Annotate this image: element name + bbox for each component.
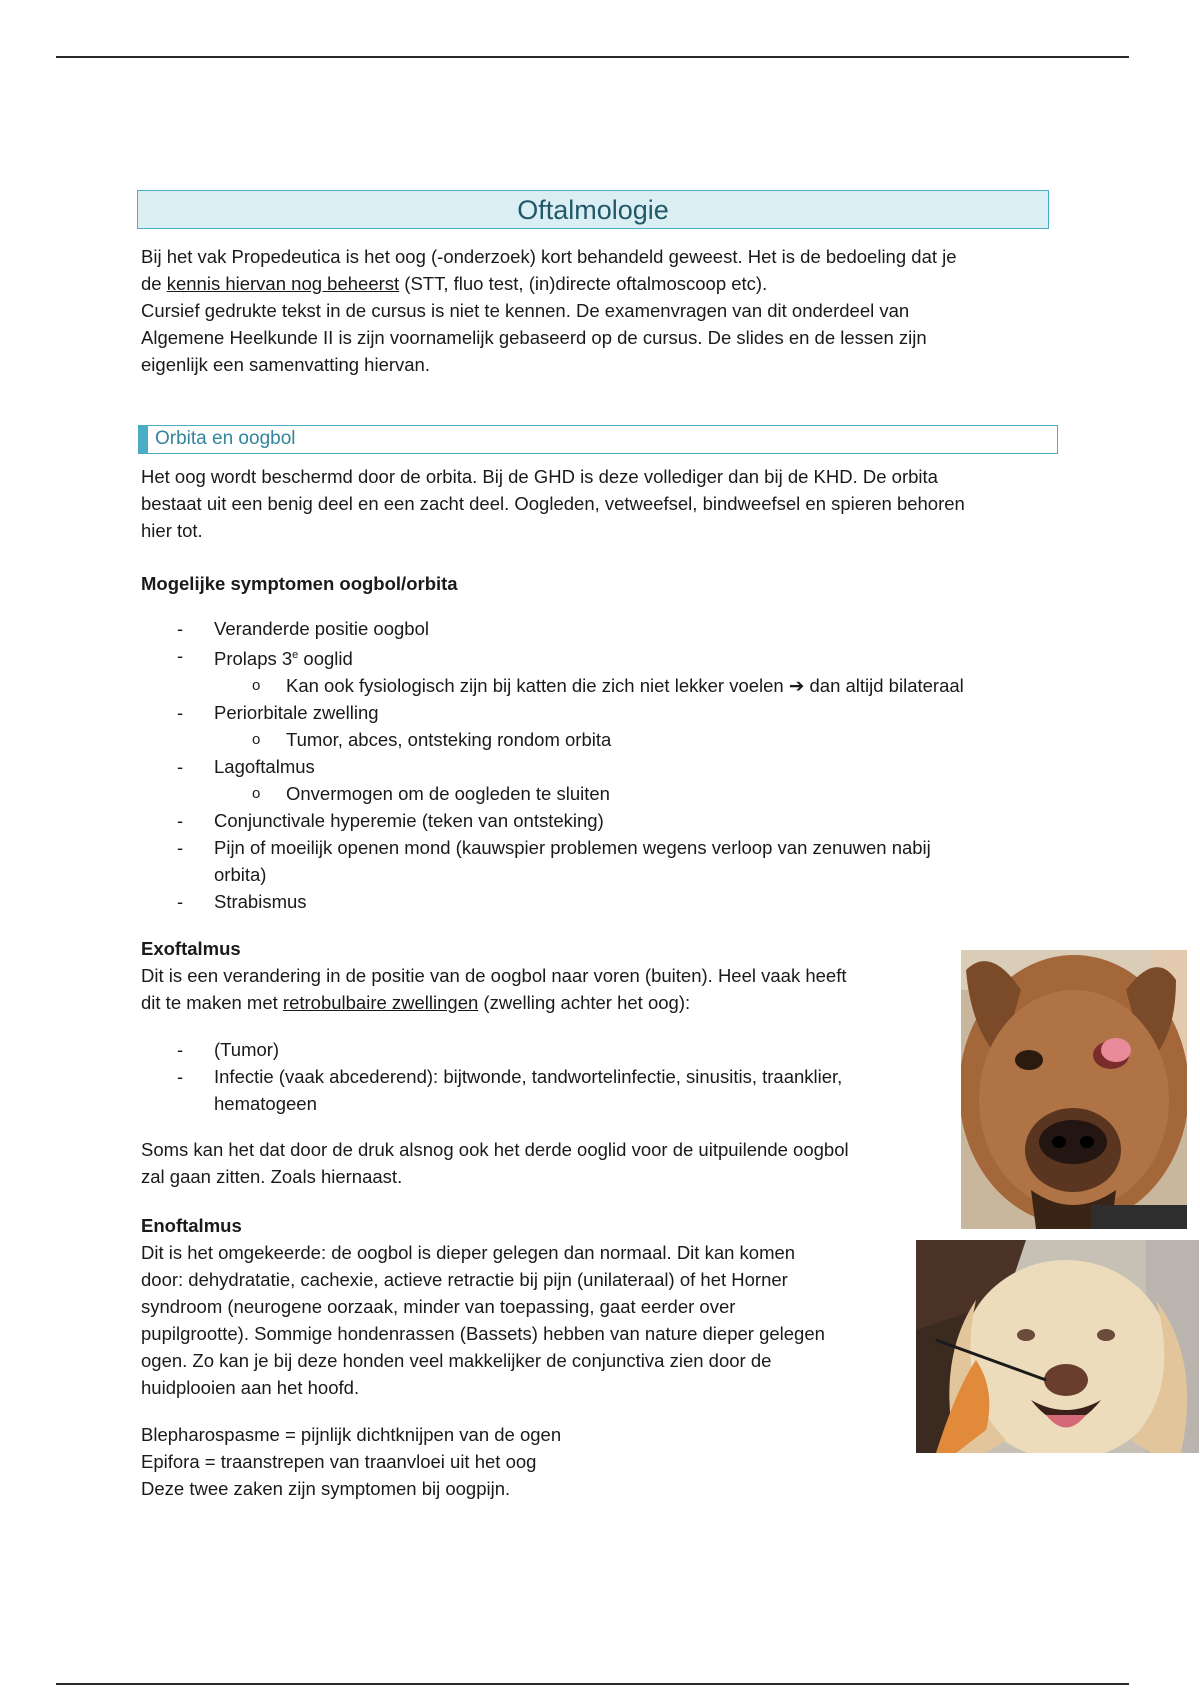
exoftalmus-after — [141, 1136, 941, 1190]
list-item-text: Conjunctivale hyperemie (teken van ontsteking) — [214, 810, 604, 832]
circle-bullet: o — [252, 677, 261, 695]
enoftalmus-line: ogen. Zo kan je bij deze honden veel makkelijker de conjunctiva zien door de — [141, 1350, 772, 1371]
page-title-box — [137, 190, 1049, 229]
intro-line: eigenlijk een samenvatting hiervan. — [141, 354, 430, 375]
list-item-text: Veranderde positie oogbol — [214, 618, 429, 639]
circle-bullet: o — [252, 731, 261, 749]
orbita-paragraph — [141, 463, 1059, 544]
enoftalmus-line: syndroom (neurogene oorzaak, minder van toepassing, gaat eerder over — [141, 1296, 736, 1317]
header-rule — [56, 56, 1129, 58]
enoftalmus-line: huidplooien aan het hoofd. — [141, 1377, 360, 1398]
list-item — [141, 615, 1059, 642]
closing-line: Blepharospasme = pijnlijk dichtknijpen van de ogen — [141, 1424, 562, 1445]
list-item-text: Kan ook fysiologisch zijn bij katten die zich niet lekker voelen ➔ dan altijd bilateraal — [286, 675, 964, 697]
intro-text: de — [141, 273, 167, 294]
section-heading: Orbita en oogbol — [155, 428, 296, 449]
dog-exophthalmos-image — [961, 950, 1187, 1229]
enoftalmus-line: door: dehydratatie, cachexie, actieve retractie bij pijn (unilateraal) of het Horner — [141, 1269, 788, 1290]
list-item — [141, 807, 1059, 834]
orbita-line: Het oog wordt beschermd door de orbita. Bij de GHD is deze vollediger dan bij de KHD. De orbita — [141, 466, 938, 487]
symptoms-list — [141, 615, 1059, 915]
list-item-continuation — [141, 1090, 941, 1117]
dash-bullet: - — [177, 702, 184, 724]
symptoms-heading: Mogelijke symptomen oogbol/orbita — [141, 573, 458, 594]
list-item-text: Prolaps 3 — [214, 648, 293, 670]
dash-bullet: - — [177, 756, 184, 778]
list-item-text: Infectie (vaak abcederend): bijtwonde, tandwortelinfectie, sinusitis, traanklier, — [214, 1066, 843, 1087]
enoftalmus-line: pupilgrootte). Sommige hondenrassen (Bassets) hebben van nature dieper gelegen — [141, 1323, 825, 1344]
dash-bullet: - — [177, 1039, 184, 1060]
enoftalmus-paragraph — [141, 1239, 901, 1401]
list-subitem — [141, 780, 1059, 807]
dog-exophthalmos-photo — [961, 950, 1187, 1229]
list-item — [141, 699, 1059, 726]
dash-bullet: - — [177, 618, 184, 639]
enoftalmus-heading: Enoftalmus — [141, 1215, 242, 1236]
intro-line: Cursief gedrukte tekst in de cursus is niet te kennen. De examenvragen van dit onderdeel van — [141, 300, 910, 321]
list-item-text: ooglid — [298, 648, 353, 670]
dash-bullet: - — [177, 645, 184, 666]
list-item-continuation — [141, 861, 1059, 888]
list-subitem — [141, 726, 1059, 753]
list-item-text: Lagoftalmus — [214, 756, 315, 778]
intro-paragraph — [141, 243, 1056, 378]
enoftalmus-line: Dit is het omgekeerde: de oogbol is dieper gelegen dan normaal. Dit kan komen — [141, 1242, 796, 1263]
list-item — [141, 834, 1059, 861]
list-item-text: hematogeen — [214, 1093, 317, 1114]
closing-line: Epifora = traanstrepen van traanvloei uit het oog — [141, 1451, 537, 1472]
footer-rule — [56, 1683, 1129, 1685]
orbita-line: hier tot. — [141, 520, 203, 541]
intro-line: Bij het vak Propedeutica is het oog (-onderzoek) kort behandeld geweest. Het is de bedoeling dat je — [141, 246, 957, 267]
exoftalmus-paragraph — [141, 962, 941, 1016]
intro-underlined-text: kennis hiervan nog beheerst — [166, 273, 400, 294]
underlined-text: retrobulbaire zwellingen — [282, 992, 479, 1013]
list-item-text: Periorbitale zwelling — [214, 702, 379, 724]
list-item-text: Pijn of moeilijk openen mond (kauwspier problemen wegens verloop van zenuwen nabij — [214, 837, 931, 859]
closing-paragraph — [141, 1421, 941, 1502]
dash-bullet: - — [177, 810, 184, 832]
list-item-text: Tumor, abces, ontsteking rondom orbita — [286, 729, 612, 751]
dash-bullet: - — [177, 1066, 184, 1087]
exoftalmus-list — [141, 1036, 941, 1117]
list-item-text: (Tumor) — [214, 1039, 280, 1060]
page-title: Oftalmologie — [517, 195, 669, 225]
closing-line: Deze twee zaken zijn symptomen bij oogpijn. — [141, 1478, 511, 1499]
intro-line: Algemene Heelkunde II is zijn voornamelijk gebaseerd op de cursus. De slides en de lessen zijn — [141, 327, 927, 348]
exoftalmus-heading: Exoftalmus — [141, 938, 241, 959]
superscript: e — [292, 649, 299, 661]
intro-line — [141, 270, 1056, 297]
list-item-text: Strabismus — [214, 891, 307, 913]
list-item — [141, 1036, 941, 1063]
circle-bullet: o — [252, 785, 261, 803]
dog-enophthalmos-image — [916, 1240, 1199, 1453]
list-item — [141, 888, 1059, 915]
dash-bullet: - — [177, 891, 184, 913]
list-item-text: orbita) — [214, 864, 267, 886]
list-item — [141, 1063, 941, 1090]
list-item — [141, 753, 1059, 780]
exoftalmus-line: Soms kan het dat door de druk alsnog ook het derde ooglid voor de uitpuilende oogbol — [141, 1139, 849, 1160]
list-item — [141, 642, 1059, 672]
text: dit te maken met — [141, 992, 283, 1013]
orbita-line: bestaat uit een benig deel en een zacht deel. Oogleden, vetweefsel, bindweefsel en spieren behoren — [141, 493, 965, 514]
exoftalmus-line: Dit is een verandering in de positie van de oogbol naar voren (buiten). Heel vaak heeft — [141, 965, 847, 986]
exoftalmus-line: zal gaan zitten. Zoals hiernaast. — [141, 1166, 403, 1187]
dash-bullet: - — [177, 837, 184, 859]
section-heading-box — [138, 425, 1058, 454]
exoftalmus-line — [141, 989, 941, 1016]
dog-enophthalmos-photo — [916, 1240, 1199, 1453]
text: (zwelling achter het oog): — [478, 992, 691, 1013]
list-subitem — [141, 672, 1059, 699]
intro-text: (STT, fluo test, (in)directe oftalmoscoop etc). — [399, 273, 768, 294]
list-item-text: Onvermogen om de oogleden te sluiten — [286, 783, 610, 805]
